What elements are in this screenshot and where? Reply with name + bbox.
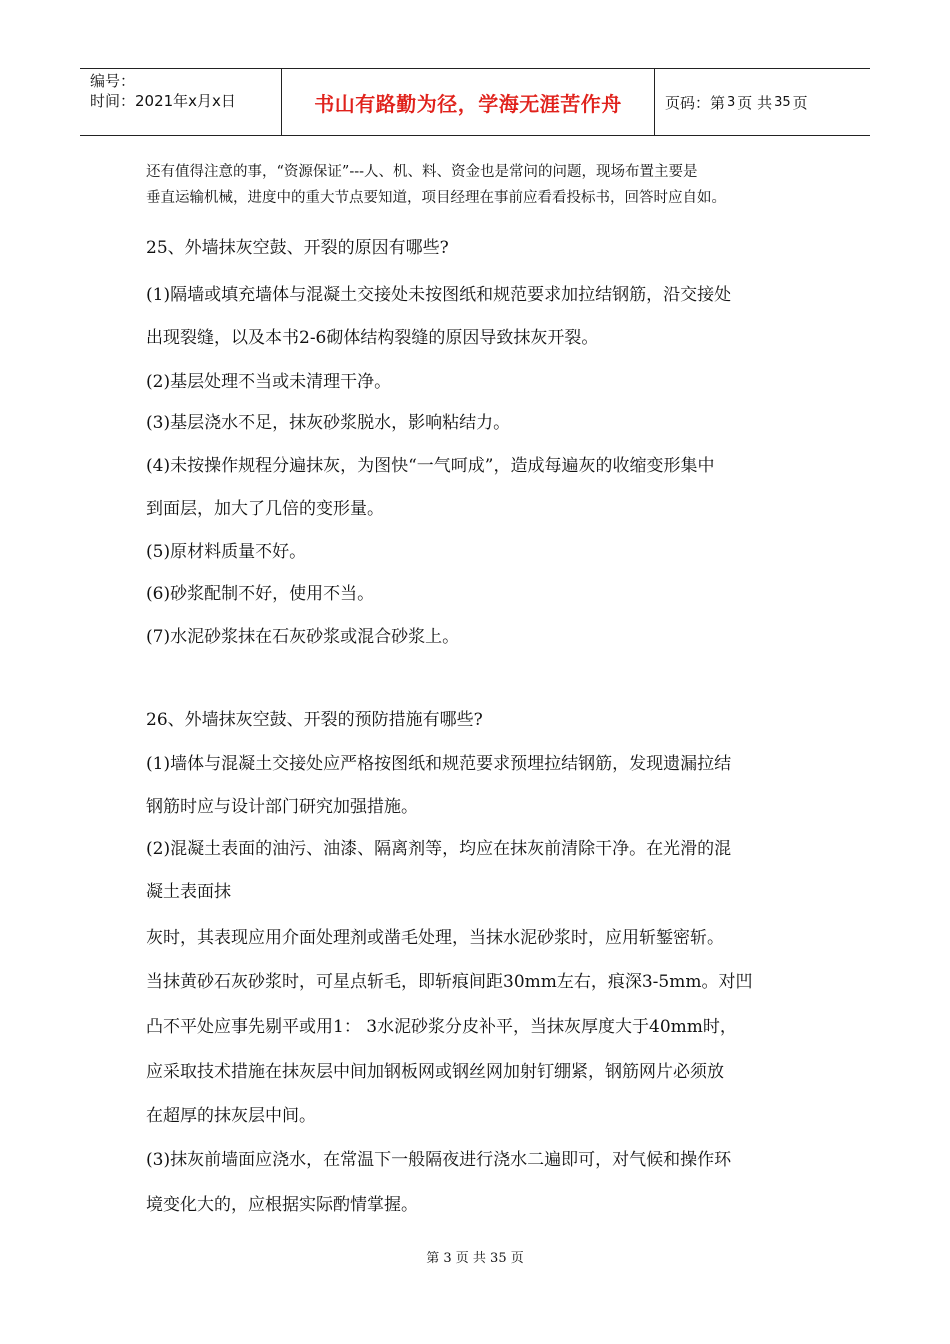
q25-item-6: (6)砂浆配制不好，使用不当。 — [146, 584, 375, 604]
q25-item-2: (2)基层处理不当或未清理干净。 — [146, 372, 392, 392]
q26-item-3-line-2: 境变化大的，应根据实际酌情掌握。 — [146, 1195, 418, 1215]
q25-item-5: (5)原材料质量不好。 — [146, 542, 307, 562]
q26-item-2-line-4: 当抹黄砂石灰砂浆时，可星点斩毛，即斩痕间距30mm左右，痕深3-5mm。对凹 — [146, 972, 753, 992]
q26-item-2-line-7: 在超厚的抹灰层中间。 — [146, 1106, 316, 1126]
question-25-heading: 25、外墙抹灰空鼓、开裂的原因有哪些? — [146, 238, 449, 258]
q26-item-2-line-1: (2)混凝土表面的油污、油漆、隔离剂等，均应在抹灰前清除干净。在光滑的混 — [146, 839, 732, 859]
page-prefix: 页码：第 — [665, 93, 726, 112]
q26-item-2-line-6: 应采取技术措施在抹灰层中间加钢板网或钢丝网加射钉绷紧，钢筋网片必须放 — [146, 1062, 724, 1082]
header-motto: 书山有路勤为径，学海无涯苦作舟 — [314, 91, 622, 116]
q26-item-2-line-2: 凝土表面抹 — [146, 882, 231, 902]
q25-item-4-line-1: (4)未按操作规程分遍抹灰，为图快“一气呵成”，造成每遍灰的收缩变形集中 — [146, 456, 715, 476]
q26-item-1-line-1: (1)墙体与混凝土交接处应严格按图纸和规范要求预埋拉结钢筋，发现遗漏拉结 — [146, 754, 732, 774]
q26-item-1-line-2: 钢筋时应与设计部门研究加强措施。 — [146, 797, 418, 817]
page-middle: 页 共 — [737, 93, 773, 112]
question-26-heading: 26、外墙抹灰空鼓、开裂的预防措施有哪些? — [146, 710, 483, 730]
document-date: 时间：2021年x月x日 — [90, 92, 236, 110]
intro-line-1: 还有值得注意的事，“资源保证”---人、机、料、资金也是常问的问题，现场布置主要是 — [146, 164, 698, 180]
page-current: 3 — [727, 94, 736, 110]
q25-item-4-line-2: 到面层，加大了几倍的变形量。 — [146, 499, 384, 519]
q25-item-1-line-1: (1)隔墙或填充墙体与混凝土交接处未按图纸和规范要求加拉结钢筋，沿交接处 — [146, 285, 732, 305]
q25-item-1-line-2: 出现裂缝，以及本书2-6砌体结构裂缝的原因导致抹灰开裂。 — [146, 328, 599, 348]
page-total: 35 — [774, 94, 791, 110]
q25-item-7: (7)水泥砂浆抹在石灰砂浆或混合砂浆上。 — [146, 627, 460, 647]
header-motto-cell — [282, 69, 655, 135]
q26-item-3-line-1: (3)抹灰前墙面应浇水，在常温下一般隔夜进行浇水二遍即可，对气候和操作环 — [146, 1150, 732, 1170]
page-header — [80, 68, 870, 136]
page-suffix: 页 — [792, 93, 808, 112]
intro-line-2: 垂直运输机械，进度中的重大节点要知道，项目经理在事前应看看投标书，回答时应自如。 — [146, 190, 726, 206]
header-meta-cell — [80, 69, 282, 135]
q25-item-3: (3)基层浇水不足，抹灰砂浆脱水，影响粘结力。 — [146, 413, 511, 433]
header-page-cell — [655, 69, 870, 135]
page-footer: 第 3 页 共 35 页 — [426, 1251, 524, 1266]
document-code-label: 编号： — [90, 72, 136, 90]
q26-item-2-line-3: 灰时，其表现应用介面处理剂或凿毛处理，当抹水泥砂浆时，应用斩錾密斩。 — [146, 928, 724, 948]
q26-item-2-line-5: 凸不平处应事先剔平或用1： 3水泥砂浆分皮补平，当抹灰厚度大于40mm时， — [146, 1017, 737, 1037]
